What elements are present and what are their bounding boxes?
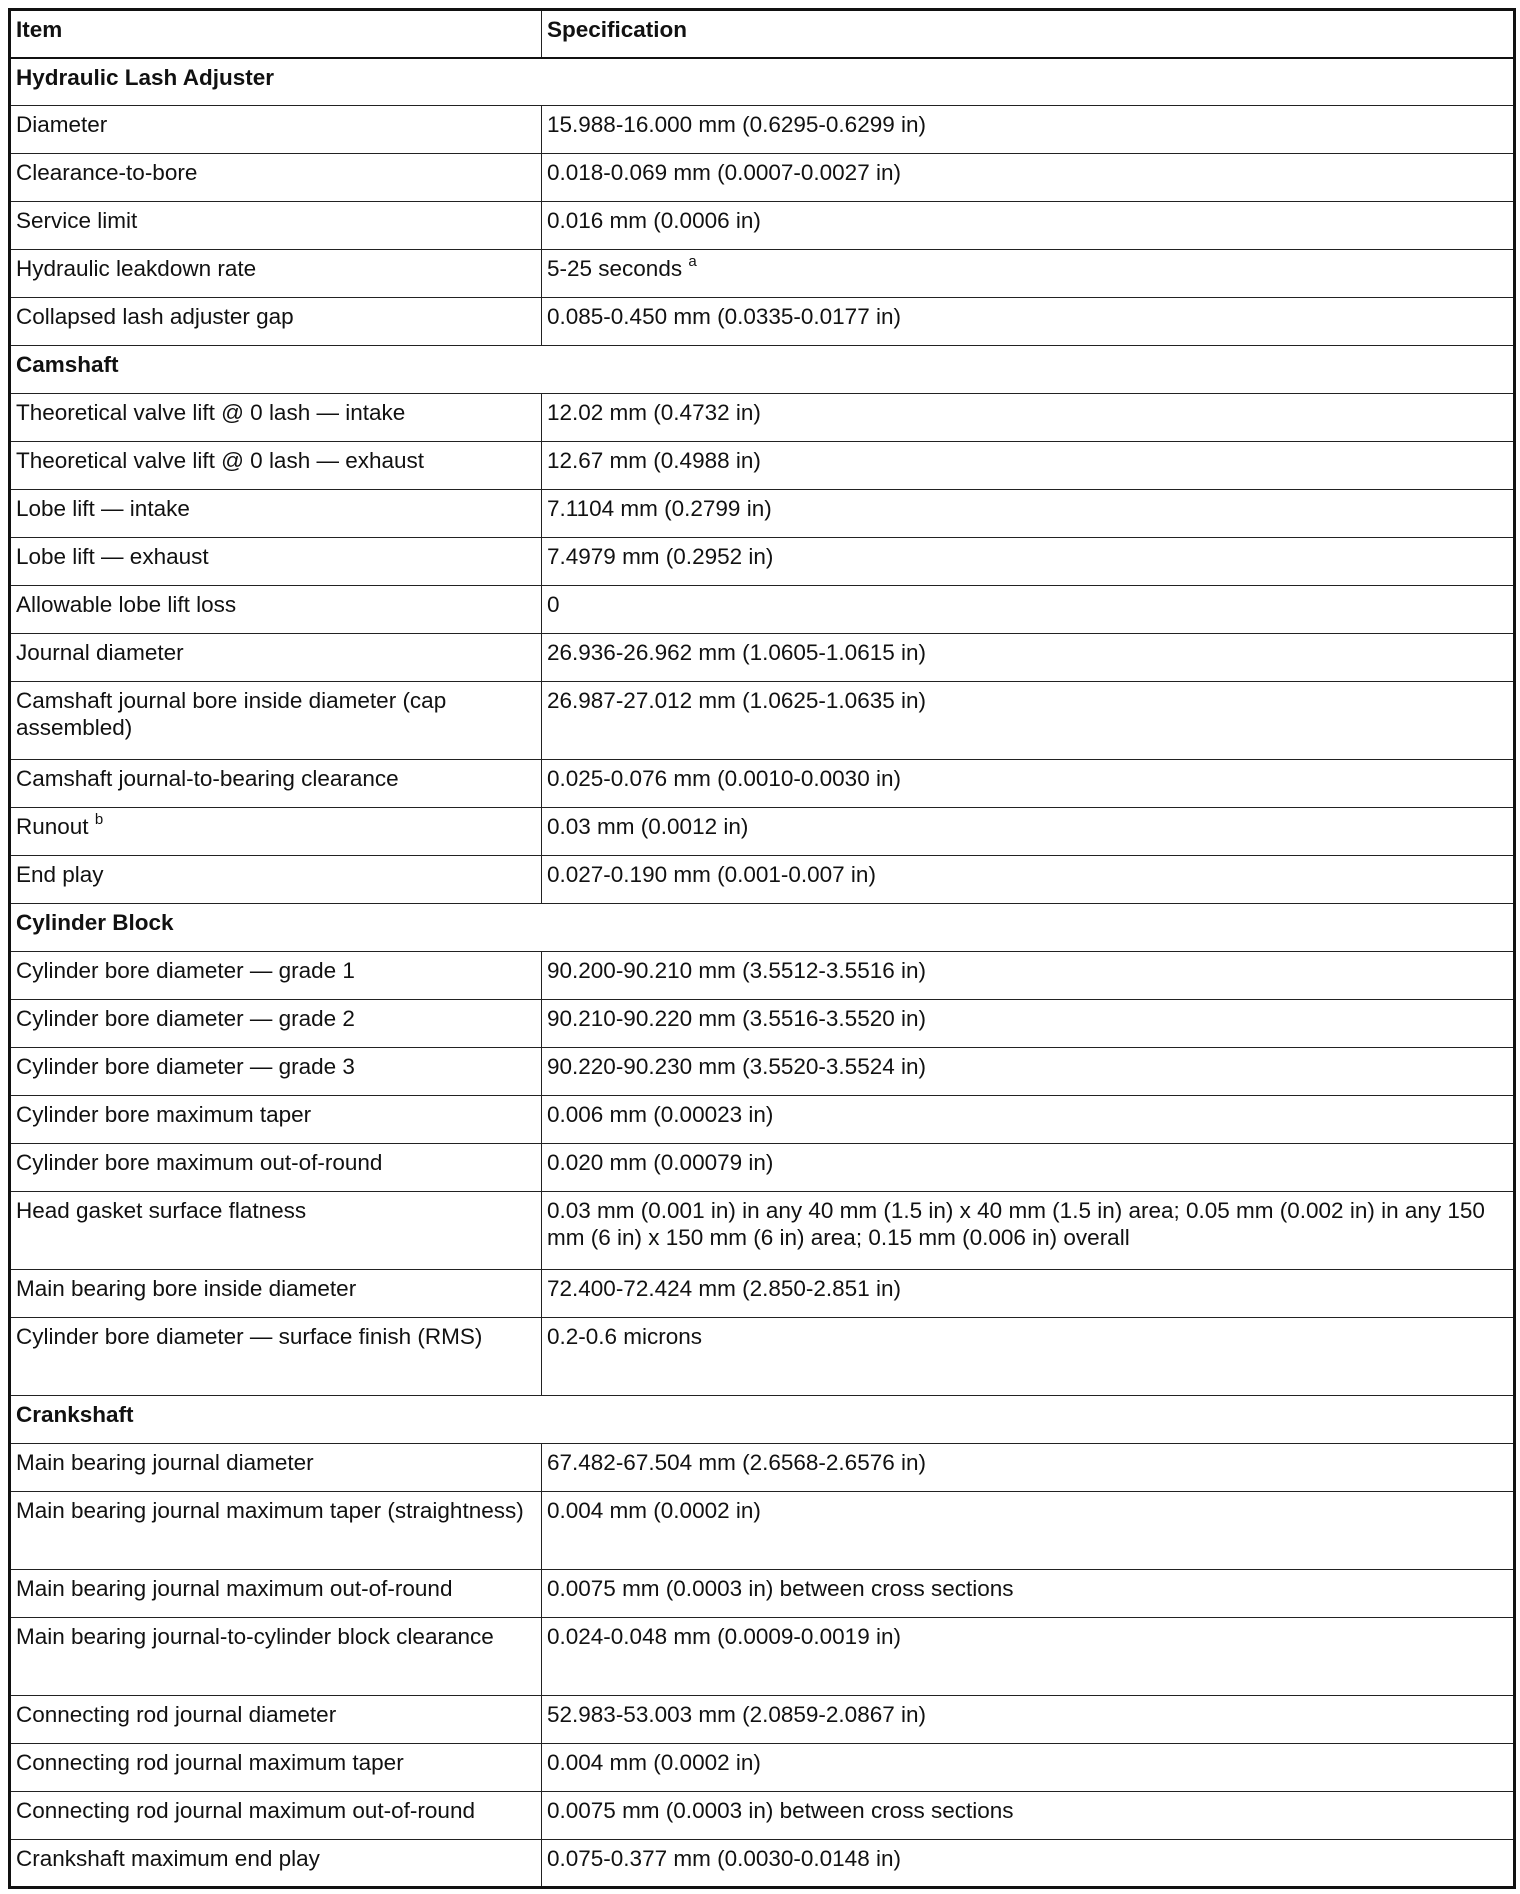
item-text: Connecting rod journal maximum out-of-round	[16, 1798, 475, 1823]
table-row	[10, 154, 1515, 202]
item-cell	[10, 586, 542, 634]
section-row	[10, 904, 1515, 952]
table-row	[10, 442, 1515, 490]
table-body	[10, 10, 1515, 1888]
item-cell	[10, 952, 542, 1000]
item-text: Cylinder bore diameter — surface finish (RMS)	[16, 1324, 483, 1349]
item-cell	[10, 1318, 542, 1396]
table-row	[10, 1840, 1515, 1888]
item-cell	[10, 1792, 542, 1840]
specification-text: 7.1104 mm (0.2799 in)	[547, 496, 772, 521]
item-cell	[10, 106, 542, 154]
specification-text: 67.482-67.504 mm (2.6568-2.6576 in)	[547, 1450, 926, 1475]
specification-text: 0.024-0.048 mm (0.0009-0.0019 in)	[547, 1624, 901, 1649]
item-cell	[10, 1192, 542, 1270]
specification-text: 0.004 mm (0.0002 in)	[547, 1498, 761, 1523]
specification-text: 0.027-0.190 mm (0.001-0.007 in)	[547, 862, 876, 887]
specification-text: 0.03 mm (0.001 in) in any 40 mm (1.5 in) x 40 mm (1.5 in) area; 0.05 mm (0.002 in) in any 150 mm (6 in) x 150 mm (6 in) area; 0.15 mm (0.006 in) overall	[547, 1198, 1485, 1250]
specification-text: 15.988-16.000 mm (0.6295-0.6299 in)	[547, 112, 926, 137]
footnote-marker: a	[688, 252, 697, 270]
specification-text: 0.2-0.6 microns	[547, 1324, 703, 1349]
specification-cell	[542, 394, 1515, 442]
specification-cell	[542, 1318, 1515, 1396]
specification-text: 72.400-72.424 mm (2.850-2.851 in)	[547, 1276, 901, 1301]
table-row	[10, 394, 1515, 442]
specification-text: 26.987-27.012 mm (1.0625-1.0635 in)	[547, 688, 926, 713]
table-row	[10, 1000, 1515, 1048]
specification-text: 90.210-90.220 mm (3.5516-3.5520 in)	[547, 1006, 926, 1031]
item-cell	[10, 1744, 542, 1792]
table-row	[10, 1792, 1515, 1840]
item-cell	[10, 1270, 542, 1318]
item-cell	[10, 1048, 542, 1096]
table-row	[10, 1096, 1515, 1144]
specification-text: 0.0075 mm (0.0003 in) between cross sections	[547, 1576, 1014, 1601]
specification-cell	[542, 1000, 1515, 1048]
item-text: Cylinder bore diameter — grade 1	[16, 958, 355, 983]
item-cell	[10, 1096, 542, 1144]
specification-text: 0.025-0.076 mm (0.0010-0.0030 in)	[547, 766, 901, 791]
section-row	[10, 58, 1515, 106]
item-cell	[10, 298, 542, 346]
item-text: Theoretical valve lift @ 0 lash — exhaust	[16, 448, 425, 473]
specification-text: 0.004 mm (0.0002 in)	[547, 1750, 761, 1775]
item-cell	[10, 154, 542, 202]
section-title: Crankshaft	[10, 1396, 1515, 1444]
item-text: Clearance-to-bore	[16, 160, 198, 185]
item-cell	[10, 1570, 542, 1618]
table-row	[10, 952, 1515, 1000]
item-text: Main bearing journal maximum out-of-round	[16, 1576, 453, 1601]
specification-text: 12.67 mm (0.4988 in)	[547, 448, 761, 473]
column-header-specification: Specification	[542, 10, 1515, 58]
specification-cell	[542, 682, 1515, 760]
item-text: Main bearing journal-to-cylinder block clearance	[16, 1624, 494, 1649]
table-row	[10, 760, 1515, 808]
table-row	[10, 1192, 1515, 1270]
item-text: Runout	[16, 814, 89, 839]
table-row	[10, 250, 1515, 298]
item-text: Head gasket surface flatness	[16, 1198, 307, 1223]
item-text: Connecting rod journal maximum taper	[16, 1750, 404, 1775]
table-row	[10, 808, 1515, 856]
table-row	[10, 682, 1515, 760]
specification-text: 0.016 mm (0.0006 in)	[547, 208, 761, 233]
specification-cell	[542, 154, 1515, 202]
specification-text: 26.936-26.962 mm (1.0605-1.0615 in)	[547, 640, 926, 665]
specification-text: 0.018-0.069 mm (0.0007-0.0027 in)	[547, 160, 901, 185]
item-text: Main bearing bore inside diameter	[16, 1276, 357, 1301]
item-text: Cylinder bore diameter — grade 3	[16, 1054, 355, 1079]
table-row	[10, 634, 1515, 682]
item-cell	[10, 1492, 542, 1570]
item-cell	[10, 1000, 542, 1048]
item-text: Diameter	[16, 112, 108, 137]
column-header-item: Item	[10, 10, 542, 58]
item-cell	[10, 250, 542, 298]
table-row	[10, 856, 1515, 904]
table-row	[10, 1744, 1515, 1792]
item-text: Main bearing journal diameter	[16, 1450, 314, 1475]
item-text: Camshaft journal-to-bearing clearance	[16, 766, 399, 791]
table-row	[10, 586, 1515, 634]
section-title: Cylinder Block	[10, 904, 1515, 952]
section-title: Hydraulic Lash Adjuster	[10, 58, 1515, 106]
item-cell	[10, 490, 542, 538]
specification-text: 52.983-53.003 mm (2.0859-2.0867 in)	[547, 1702, 926, 1727]
item-cell	[10, 1144, 542, 1192]
specification-cell	[542, 1840, 1515, 1888]
specification-text: 0.075-0.377 mm (0.0030-0.0148 in)	[547, 1846, 901, 1871]
specification-cell	[542, 1096, 1515, 1144]
table-row	[10, 1144, 1515, 1192]
item-text: Allowable lobe lift loss	[16, 592, 237, 617]
table-header-row	[10, 10, 1515, 58]
specification-text: 7.4979 mm (0.2952 in)	[547, 544, 774, 569]
section-row	[10, 1396, 1515, 1444]
table-row	[10, 1492, 1515, 1570]
table-row	[10, 1618, 1515, 1696]
item-text: Connecting rod journal diameter	[16, 1702, 337, 1727]
specification-text: 0.020 mm (0.00079 in)	[547, 1150, 774, 1175]
item-cell	[10, 856, 542, 904]
specification-cell	[542, 298, 1515, 346]
item-cell	[10, 202, 542, 250]
item-text: Main bearing journal maximum taper (straightness)	[16, 1498, 524, 1523]
specification-text: 90.200-90.210 mm (3.5512-3.5516 in)	[547, 958, 926, 983]
section-row	[10, 346, 1515, 394]
specification-text: 12.02 mm (0.4732 in)	[547, 400, 761, 425]
item-text: Crankshaft maximum end play	[16, 1846, 320, 1871]
specification-text: 0.03 mm (0.0012 in)	[547, 814, 749, 839]
specification-cell	[542, 1570, 1515, 1618]
specification-table	[8, 8, 1516, 1889]
table-row	[10, 1444, 1515, 1492]
item-text: Collapsed lash adjuster gap	[16, 304, 294, 329]
specification-cell	[542, 1192, 1515, 1270]
table-row	[10, 1270, 1515, 1318]
specification-cell	[542, 538, 1515, 586]
specification-text: 90.220-90.230 mm (3.5520-3.5524 in)	[547, 1054, 926, 1079]
specification-cell	[542, 1492, 1515, 1570]
specification-cell	[542, 856, 1515, 904]
table-row	[10, 202, 1515, 250]
specification-text: 0.006 mm (0.00023 in)	[547, 1102, 774, 1127]
specification-cell	[542, 202, 1515, 250]
specification-cell	[542, 250, 1515, 298]
item-cell	[10, 682, 542, 760]
item-cell	[10, 538, 542, 586]
item-text: Hydraulic leakdown rate	[16, 256, 257, 281]
item-text: Cylinder bore maximum taper	[16, 1102, 312, 1127]
specification-cell	[542, 760, 1515, 808]
specification-cell	[542, 442, 1515, 490]
table-row	[10, 106, 1515, 154]
table-row	[10, 490, 1515, 538]
specification-cell	[542, 586, 1515, 634]
item-cell	[10, 394, 542, 442]
table-row	[10, 538, 1515, 586]
item-cell	[10, 1840, 542, 1888]
specification-text: 0.0075 mm (0.0003 in) between cross sections	[547, 1798, 1014, 1823]
item-text: Lobe lift — intake	[16, 496, 190, 521]
item-cell	[10, 760, 542, 808]
table-row	[10, 298, 1515, 346]
section-title: Camshaft	[10, 346, 1515, 394]
specification-cell	[542, 808, 1515, 856]
specification-cell	[542, 1270, 1515, 1318]
table-row	[10, 1570, 1515, 1618]
item-text: Journal diameter	[16, 640, 184, 665]
specification-text: 0	[547, 592, 560, 617]
specification-cell	[542, 1618, 1515, 1696]
item-text: Lobe lift — exhaust	[16, 544, 209, 569]
specification-cell	[542, 1792, 1515, 1840]
specification-cell	[542, 106, 1515, 154]
specification-cell	[542, 952, 1515, 1000]
item-cell	[10, 1444, 542, 1492]
item-cell	[10, 634, 542, 682]
item-text: Service limit	[16, 208, 138, 233]
specification-cell	[542, 1444, 1515, 1492]
specification-cell	[542, 1144, 1515, 1192]
table-row	[10, 1318, 1515, 1396]
table-row	[10, 1696, 1515, 1744]
item-text: End play	[16, 862, 104, 887]
item-text: Cylinder bore maximum out-of-round	[16, 1150, 383, 1175]
item-cell	[10, 442, 542, 490]
specification-cell	[542, 634, 1515, 682]
item-cell	[10, 808, 542, 856]
footnote-marker: b	[94, 810, 104, 828]
specification-cell	[542, 1048, 1515, 1096]
item-text: Theoretical valve lift @ 0 lash — intake	[16, 400, 406, 425]
item-cell	[10, 1618, 542, 1696]
table-row	[10, 1048, 1515, 1096]
item-cell	[10, 1696, 542, 1744]
item-text: Camshaft journal bore inside diameter (cap assembled)	[16, 688, 447, 740]
specification-cell	[542, 1696, 1515, 1744]
specification-text: 0.085-0.450 mm (0.0335-0.0177 in)	[547, 304, 901, 329]
item-text: Cylinder bore diameter — grade 2	[16, 1006, 355, 1031]
specification-cell	[542, 1744, 1515, 1792]
specification-text: 5-25 seconds	[547, 256, 683, 281]
specification-cell	[542, 490, 1515, 538]
